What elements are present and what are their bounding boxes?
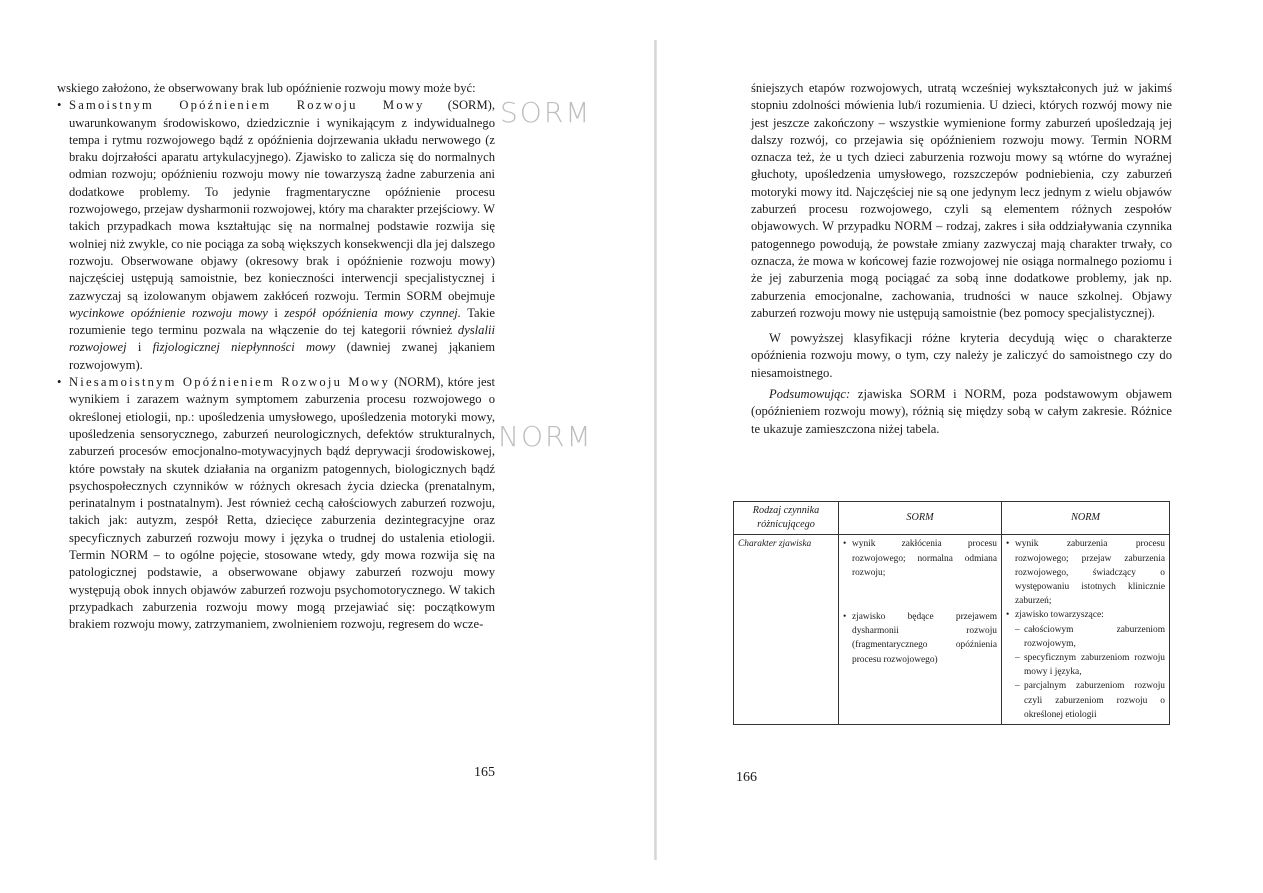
sorm-cell-item: • zjawisko będące przejawem dysharmonii rozwoju (fragmentarycznego opóźnienia procesu rozwojowego): [843, 610, 997, 667]
book-gutter: [654, 40, 657, 860]
delay-type-list: [57, 97, 495, 633]
sorm-em-3: dyslalii rozwojowej: [69, 323, 495, 355]
right-continuation: śniejszych etapów rozwojowych, utratą wcześniej wykształconych już w jakimś stopniu zdolności mówienia lub/i rozumienia. U dzieci, których rozwój mowy nie jest jeszcze zakończony – wszystkie wymienione formy zaburzeń upośledzają jej dalszy rozwój, co przejawia się opóźnieniem rozwoju mowy. Termin NORM oznacza też, że u tych dzieci zaburzenia rozwoju mowy są wtórne do wyraźnej głuchoty, upośledzenia umysłowego, rozszczepów podniebienia, czy zaburzeń motoryki mowy itd. Najczęściej nie są one jedynym lecz jednym z wielu objawów zaburzeń procesu rozwojowego, czyli są elementem różnych zespołów objawowych. W przypadku NORM – rodzaj, zakres i siła oddziaływania czynnika patogennego powodują, że powstałe zmiany zazwyczaj mają charakter trwały, co oznacza, że mowa w końcowej fazie rozwojowej nie osiąga normalnego poziomu i że jej zaburzenia mogą pociągać za sobą inne dodatkowe problemy, jak np. zaburzenia emocjonalne, zachowania, trudności w nauce szkolnej. Objawy zaburzeń rozwoju mowy nie ustępują samoistnie (bez pomocy specjalistycznej).: [751, 81, 1172, 320]
right-page: [751, 80, 1172, 438]
handwritten-sorm-note: SORM: [500, 96, 592, 129]
right-paragraph-3: [751, 386, 1172, 438]
sorm-text-1: uwarunkowanym środowiskowo, dziedzicznie i wynikającym z indywidualnego tempa i rytmu rozwojowego bądź z opóźnienia dojrzewania układu nerwowego (z braku dojrzałości aparatu artykulacyjnego). Zjawisko to zalicza się do normalnych odmian rozwoju; opóźnieniu rozwoju mowy nie towarzyszą żadne zaburzenia ani dodatkowe problemy. To jedynie fragmentaryczne opóźnienie procesu rozwojowego, przejaw dysharmonii rozwojowej, który ma charakter przejściowy. W takich przypadkach mowa kształtując się na normalnej podstawie rozwija się wolniej niż zwykle, co nie pociąga za sobą większych konsekwencji dla jej dalszego rozwoju. Obserwowane objawy (okresowy brak i opóźnienie rozwoju mowy) najczęściej ustępują samoistnie, bez konieczności interwencji specjalistycznej i zazwyczaj są izolowanym objawem zakłóceń rozwoju. Termin SORM obejmuje: [69, 115, 495, 303]
page-number-right: 166: [736, 770, 757, 785]
sorm-cell-item: • wynik zakłócenia procesu rozwojowego; normalna odmiana rozwoju;: [843, 537, 997, 580]
sorm-item: [57, 97, 495, 374]
norm-sub-item: – parcjalnym zaburzeniom rozwoju czyli zaburzeniom rozwoju o określonej etiologii: [1015, 679, 1165, 722]
norm-sub-list: [1015, 623, 1165, 722]
header-factor: Rodzaj czynnika różnicującego: [734, 502, 839, 535]
header-sorm: SORM: [839, 502, 1002, 535]
norm-cell-item: • wynik zaburzenia procesu rozwojowego; przejaw zaburzenia rozwojowego, świadczący o występowaniu istotnych klinicznie zaburzeń;: [1006, 537, 1165, 608]
norm-cell-item: [1006, 608, 1165, 722]
sorm-em-2: zespół opóźnienia mowy czynnej.: [284, 305, 461, 320]
sorm-abbr: (SORM),: [447, 98, 495, 113]
norm-abbr: (NORM),: [394, 375, 444, 390]
sorm-cell: [839, 535, 1002, 725]
sorm-text-4: i: [137, 340, 142, 355]
norm-sub-item: – całościowym zaburzeniom rozwojowym,: [1015, 623, 1165, 651]
norm-term: Niesamoistnym Opóźnieniem Rozwoju Mowy: [69, 375, 391, 390]
sorm-text-3: Takie rozumienie tego terminu pozwala na włączenie do tej kategorii również: [69, 305, 496, 338]
sorm-em-1: wycinkowe opóźnienie rozwoju mowy: [69, 305, 268, 320]
row-label: Charakter zjawiska: [734, 535, 839, 725]
table-row: [734, 535, 1170, 725]
summary-lead: Podsumowując:: [769, 387, 851, 402]
right-paragraph-2: W powyższej klasyfikacji różne kryteria decydują więc o charakterze opóźnienia rozwoju mowy, o tym, czy należy je zaliczyć do samoistnego czy do niesamoistnego.: [751, 331, 1172, 380]
sorm-em-4: fizjologicznej niepłynności mowy: [152, 340, 336, 355]
sorm-text-2: i: [274, 305, 278, 320]
norm-text: które jest wynikiem i zarazem ważnym symptomem zaburzenia procesu rozwojowego o określonej etiologii, np.: upośledzenia umysłowego, upośledzenia motoryki mowy, upośledzenia sensorycznego, zaburzeń neurologicznych, defektów strukturalnych, zaburzeń procesów emocjonalno-motywacyjnych bądź deprywacji środowiskowej, które powstały na skutek działania na organizm patogennych, biologicznych bądź psychospołecznych czynników w różnych okresach życia dziecka (prenatalnym, perinatalnym i postnatalnym). Jest również cechą całościowych zaburzeń rozwoju, takich jak: autyzm, zespół Retta, dziecięce zaburzenia dezintegracyjne oraz specyficznych zaburzeń rozwoju mowy i języka o trudnej do ustalenia etiologii. Termin NORM – to ogólne pojęcie, stosowane wtedy, gdy mowa rozwija się na patologicznej podstawie, a obserwowane objawy zaburzeń rozwoju mowy występują obok innych objawów zaburzeń rozwoju psychomotorycznego. W takich przypadkach zaburzenia rozwoju mowy mogą przejawiać się: początkowym brakiem rozwoju mowy, zatrzymaniem, zwolnieniem rozwoju, regresem do wcze-: [69, 375, 495, 632]
header-norm: NORM: [1002, 502, 1170, 535]
page-number-left: 165: [474, 765, 495, 780]
handwritten-norm-note: NORM: [498, 420, 593, 453]
comparison-table: [733, 501, 1170, 725]
left-intro: wskiego założono, że obserwowany brak lub opóźnienie rozwoju mowy może być:: [57, 81, 476, 95]
sorm-text-5: (dawniej zwanej jąkaniem rozwojowym).: [69, 340, 496, 372]
left-page: [57, 80, 495, 634]
table-header-row: [734, 502, 1170, 535]
norm-cell-item-text: zjawisko towarzyszące:: [1015, 610, 1104, 621]
norm-cell: [1002, 535, 1170, 725]
sorm-term: Samoistnym Opóźnieniem Rozwoju Mowy: [69, 98, 425, 113]
norm-sub-item: – specyficznym zaburzeniom rozwoju mowy i języka,: [1015, 651, 1165, 679]
norm-item: [57, 374, 495, 633]
summary-text: zjawiska SORM i NORM, poza podstawowym objawem (opóźnieniem rozwoju mowy), różnią się między sobą w całym zakresie. Różnice te ukazuje zamieszczona niżej tabela.: [751, 387, 1172, 436]
